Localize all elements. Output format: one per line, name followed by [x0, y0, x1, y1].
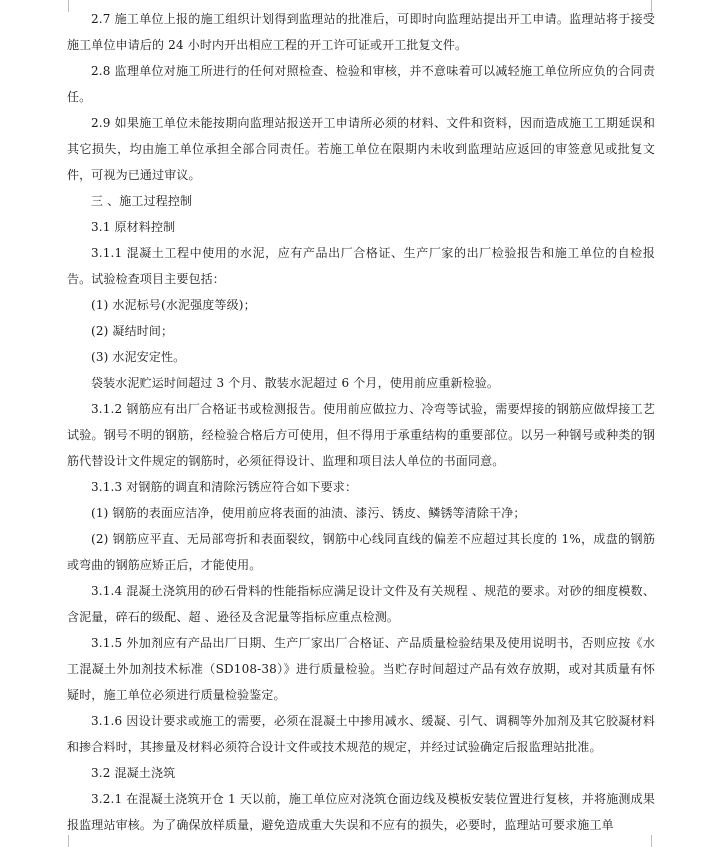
- paragraph-3-1-5: 3.1.5 外加剂应有产品出厂日期、生产厂家出厂合格证、产品质量检验结果及使用说明书，否则应按《水工混凝土外加剂技术标准（SD108-38）》进行质量检验。当贮存时间超过产品有效存放期，或对其质量有怀疑时，施工单位必须进行质量检验鉴定。: [67, 636, 655, 702]
- document-body: [67, 6, 655, 838]
- list-item: (2) 钢筋应平直、无局部弯折和表面裂纹，钢筋中心线同直线的偏差不应超过其长度的 1%，成盘的钢筋或弯曲的钢筋应矫正后，才能使用。: [67, 532, 655, 572]
- paragraph-cement-storage: 袋装水泥贮运时间超过 3 个月、散装水泥超过 6 个月，使用前应重新检验。: [91, 376, 500, 390]
- list-item: (1) 水泥标号(水泥强度等级)；: [91, 298, 256, 312]
- subsection-heading-3-2: 3.2 混凝土浇筑: [91, 766, 176, 780]
- paragraph-2-7: 2.7 施工单位上报的施工组织计划得到监理站的批准后，可即时向监理站提出开工申请。监理站将于接受施工单位申请后的 24 小时内开出相应工程的开工许可证或开工批复文件。: [67, 12, 655, 52]
- subsection-heading-3-1: 3.1 原材料控制: [91, 220, 176, 234]
- paragraph-3-1-4: 3.1.4 混凝土浇筑用的砂石骨料的性能指标应满足设计文件及有关规程 、规范的要求。对砂的细度模数、含泥量，碎石的级配、超 、逊径及含泥量等指标应重点检测。: [67, 584, 655, 624]
- paragraph-3-1-2: 3.1.2 钢筋应有出厂合格证书或检测报告。使用前应做拉力、冷弯等试验，需要焊接的钢筋应做焊接工艺试验。钢号不明的钢筋，经检验合格后方可使用，但不得用于承重结构的重要部位。以另一种钢号或种类的钢筋代替设计文件规定的钢筋时，必须征得设计、监理和项目法人单位的书面同意。: [67, 402, 655, 468]
- paragraph-3-1-1: 3.1.1 混凝土工程中使用的水泥，应有产品出厂合格证、生产厂家的出厂检验报告和施工单位的自检报告。试验检查项目主要包括：: [67, 246, 655, 286]
- paragraph-3-1-6: 3.1.6 因设计要求或施工的需要，必须在混凝土中掺用减水、缓凝、引气、调稠等外加剂及其它胶凝材料和掺合料时，其掺量及材料必须符合设计文件或技术规范的规定，并经过试验确定后报监理站批准。: [67, 714, 655, 754]
- paragraph-2-9: 2.9 如果施工单位未能按期向监理站报送开工申请所必须的材料、文件和资料，因而造成施工工期延误和其它损失，均由施工单位承担全部合同责任。若施工单位在限期内未收到监理站应返回的审签意见或批复文件，可视为已通过审议。: [67, 116, 655, 182]
- section-heading-3: 三 、施工过程控制: [91, 194, 193, 208]
- list-item: (1) 钢筋的表面应洁净，使用前应将表面的油渍、漆污、锈皮、鳞锈等清除干净；: [91, 506, 526, 520]
- paragraph-2-8: 2.8 监理单位对施工所进行的任何对照检查、检验和审核，并不意味着可以减轻施工单位所应负的合同责任。: [67, 64, 655, 104]
- paragraph-3-2-1: 3.2.1 在混凝土浇筑开仓 1 天以前，施工单位应对浇筑仓面边线及模板安装位置进行复核，并将施测成果报监理站审核。为了确保放样质量，避免造成重大失误和不应有的损失，必要时，监理站可要求施工单: [67, 792, 655, 832]
- paragraph-3-1-3: 3.1.3 对钢筋的调直和清除污锈应符合如下要求：: [91, 480, 358, 494]
- list-item: (3) 水泥安定性。: [91, 350, 186, 364]
- list-item: (2) 凝结时间；: [91, 324, 174, 338]
